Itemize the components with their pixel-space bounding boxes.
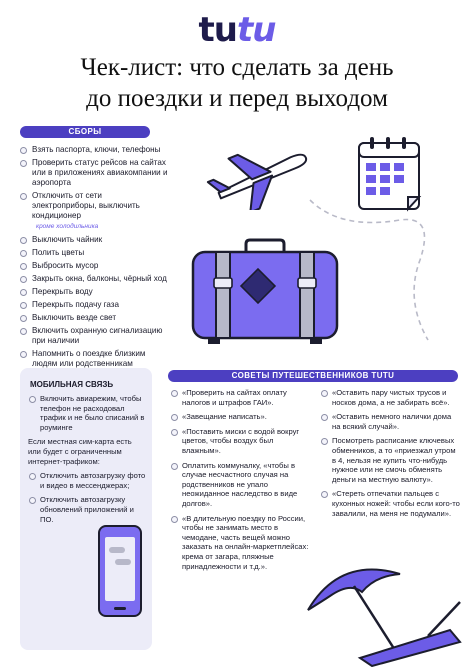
logo-part2: tu (237, 10, 276, 50)
checklist-item[interactable]: Выключить везде свет (18, 313, 168, 323)
checkbox-icon[interactable] (20, 328, 27, 335)
checkbox-icon[interactable] (20, 263, 27, 270)
bullet-icon (171, 414, 178, 421)
mobile-item[interactable]: Включить авиарежим, чтобы телефон не расходовал трафик и не было списаний в роуминге (28, 394, 146, 432)
checkbox-icon[interactable] (20, 193, 27, 200)
checklist-item[interactable]: Взять паспорта, ключи, телефоны (18, 145, 168, 155)
bullet-icon (321, 491, 328, 498)
mobile-intro: Если местная сим-карта есть или будет с ограниченным интернет-трафиком: (28, 437, 132, 466)
checkbox-icon[interactable] (20, 351, 27, 358)
checklist-note: кроме холодильника (36, 223, 99, 230)
tips-column-2 (320, 388, 460, 523)
checklist-item[interactable]: Проверить статус рейсов на сайтах или в приложениях авиакомпании и аэропорта (18, 158, 168, 188)
tip-item: «Стереть отпечатки пальцев с кухонных ножей: чтобы если кого-то завалили, на меня не подумали». (320, 489, 460, 518)
checklist-item[interactable]: Перекрыть подачу газа (18, 300, 168, 310)
tip-item: «В длительную поездку по России, чтобы не занимать место в чемодане, часть вещей можно заказать на онлайн-маркетплейсах: крема от загара, пляжные принадлежности и т.д.». (170, 514, 312, 572)
phone-icon (96, 523, 146, 621)
checkbox-icon[interactable] (20, 289, 27, 296)
checklist-item[interactable]: Полить цветы (18, 248, 168, 258)
mobile-item[interactable]: Отключить автозагрузку фото и видео в мессенджерах; (28, 471, 146, 490)
tip-item: «Проверить на сайтах оплату налогов и штрафов ГАИ». (170, 388, 312, 407)
checkbox-icon[interactable] (20, 250, 27, 257)
tip-item: «Завещание написать». (170, 412, 312, 422)
checklist-item[interactable]: Отключить от сети электроприборы, выключить кондиционер (18, 191, 168, 221)
tip-item: «Оставить немного налички дома на всякий случай». (320, 412, 460, 431)
bullet-icon (321, 438, 328, 445)
checklist-item[interactable]: Включить охранную сигнализацию при наличии (18, 326, 168, 346)
logo-part1: tu (198, 10, 237, 50)
title-line2: до поездки и перед выходом (86, 85, 388, 112)
bullet-icon (171, 429, 178, 436)
title-line1: Чек-лист: что сделать за день (80, 54, 394, 81)
mobile-item[interactable]: Отключить автозагрузку обновлений приложений и ПО. (28, 495, 146, 524)
tips-column-1 (170, 388, 312, 576)
mobile-panel (20, 368, 152, 650)
bullet-icon (171, 390, 178, 397)
checklist-header: СБОРЫ (20, 126, 150, 138)
mobile-header: МОБИЛЬНАЯ СВЯЗЬ (30, 380, 114, 389)
checklist-item[interactable]: Перекрыть воду (18, 287, 168, 297)
checkbox-icon[interactable] (20, 315, 27, 322)
bullet-icon (171, 516, 178, 523)
tip-item: «Оставить пару чистых трусов и носков дома, а не забирать всё». (320, 388, 460, 407)
tutu-logo (0, 10, 474, 50)
checkbox-icon[interactable] (20, 302, 27, 309)
beach-umbrella-icon (300, 562, 470, 667)
checkbox-icon[interactable] (20, 237, 27, 244)
bullet-icon (171, 463, 178, 470)
checklist-item[interactable]: Напомнить о поездке близким людям или родственникам (18, 349, 168, 369)
tips-header: СОВЕТЫ ПУТЕШЕСТВЕННИКОВ TUTU (168, 370, 458, 382)
checkbox-icon[interactable] (29, 473, 36, 480)
bullet-icon (321, 414, 328, 421)
tip-item: «Поставить миски с водой вокруг цветов, чтобы воздух был влажным». (170, 427, 312, 456)
checklist-item[interactable]: Выключить чайник (18, 235, 168, 245)
airplane-icon (205, 140, 315, 210)
checklist-item[interactable]: Выбросить мусор (18, 261, 168, 271)
tip-item: Посмотреть расписание ключевых обменников, а то «приезжал утром в 4, нельзя не купить что-нибудь нужное или не смочь обменять деньги на местную валюту». (320, 436, 460, 484)
checklist-item[interactable]: Закрыть окна, балконы, чёрный ход (18, 274, 168, 284)
tip-item: Оплатить коммуналку, «чтобы в случае несчастного случая на родственников не упало неожиданное наследство в виде долгов». (170, 461, 312, 509)
page-title (0, 52, 474, 114)
checkbox-icon[interactable] (29, 497, 36, 504)
checklist (18, 145, 168, 372)
checkbox-icon[interactable] (20, 160, 27, 167)
bullet-icon (321, 390, 328, 397)
checkbox-icon[interactable] (20, 147, 27, 154)
checkbox-icon[interactable] (29, 396, 36, 403)
suitcase-icon (190, 238, 340, 346)
checkbox-icon[interactable] (20, 276, 27, 283)
